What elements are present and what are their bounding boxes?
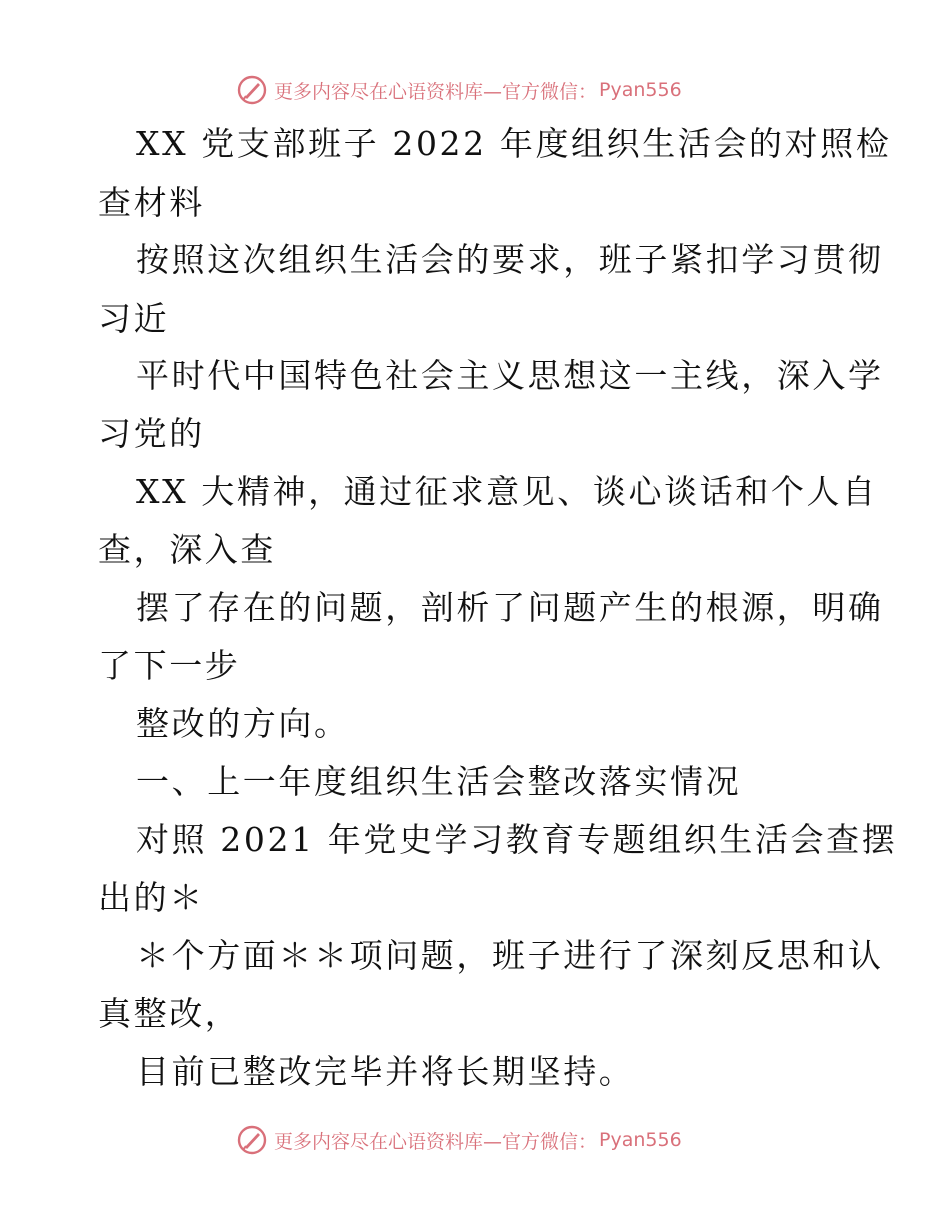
text-line: 按照这次组织生活会的要求，班子紧扣学习贯彻 <box>136 240 884 279</box>
text-line: ＊个方面＊＊项问题，班子进行了深刻反思和认 <box>136 936 884 975</box>
quill-logo-icon <box>236 74 268 106</box>
text-line: 查材料 <box>98 183 205 222</box>
text-line: 对照 2021 年党史学习教育专题组织生活会查摆 <box>136 820 898 859</box>
text-line: 整改的方向。 <box>136 704 350 743</box>
text-line: 习党的 <box>98 414 205 453</box>
text-line: 真整改， <box>98 994 241 1033</box>
watermark-banner-bottom <box>236 1122 756 1158</box>
text-line: 平时代中国特色社会主义思想这一主线，深入学 <box>136 356 884 395</box>
text-line: 查，深入查 <box>98 530 276 569</box>
section-heading: 一、上一年度组织生活会整改落实情况 <box>136 762 742 801</box>
text-line: 出的＊ <box>98 878 205 917</box>
text-line: 摆了存在的问题，剖析了问题产生的根源，明确 <box>136 588 884 627</box>
watermark-text: 更多内容尽在心语资料库—官方微信： <box>274 80 598 103</box>
text-line: 习近 <box>98 299 170 338</box>
text-line: 了下一步 <box>98 646 241 685</box>
watermark-text: 更多内容尽在心语资料库—官方微信： <box>274 1130 598 1153</box>
text-line: XX 大精神，通过征求意见、谈心谈话和个人自 <box>136 472 878 511</box>
watermark-banner-top <box>236 72 756 108</box>
watermark-wechat-id: Pyan556 <box>599 1129 682 1151</box>
watermark-wechat-id: Pyan556 <box>599 79 682 101</box>
text-line: XX 党支部班子 2022 年度组织生活会的对照检 <box>136 124 892 163</box>
quill-logo-icon <box>236 1124 268 1156</box>
text-line: 目前已整改完毕并将长期坚持。 <box>136 1052 635 1091</box>
